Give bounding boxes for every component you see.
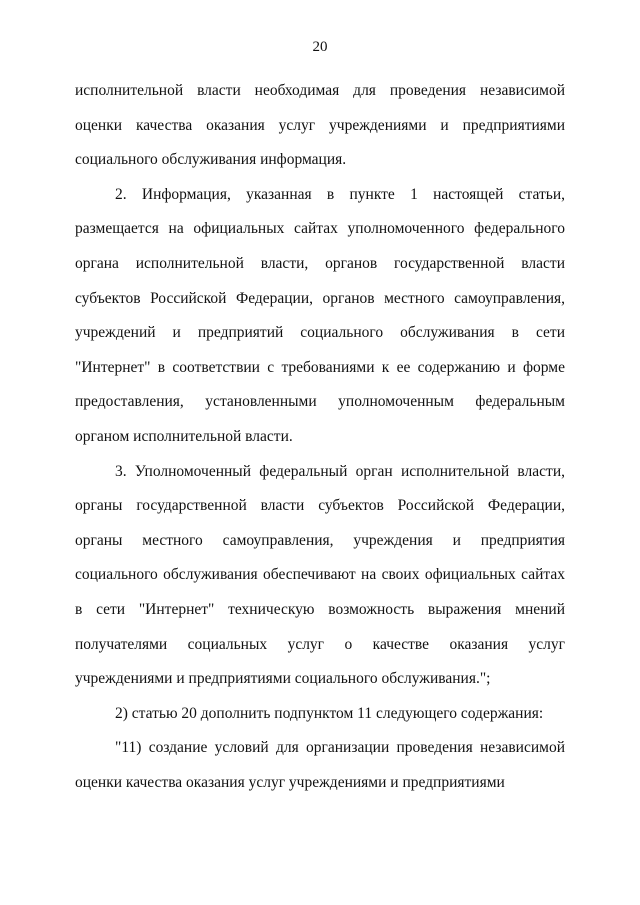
paragraph-item-2: 2. Информация, указанная в пункте 1 настоящей статьи, размещается на официальных сайтах уполномоченного федерального органа исполнительной власти, органов государственной власти субъектов Российской Федерации, органов местного самоуправления, учреждений и предприятий социального обслуживания в сети "Интернет" в соответствии с требованиями к ее содержанию и форме предоставления, установленными уполномоченным федеральным органом исполнительной власти. [75, 185, 565, 445]
paragraph-item-3: 3. Уполномоченный федеральный орган исполнительной власти, органы государственной власти субъектов Российской Федерации, органы местного самоуправления, учреждения и предприятия социального обслуживания обеспечивают на своих официальных сайтах в сети "Интернет" техническую возможность выражения мнений получателями социальных услуг о качестве оказания услуг учреждениями и предприятиями социального обслуживания."; [75, 462, 565, 688]
document-body [75, 74, 565, 800]
paragraph-amendment-article-20: 2) статью 20 дополнить подпунктом 11 следующего содержания: [115, 704, 544, 722]
paragraph-subitem-11: "11) создание условий для организации проведения независимой оценки качества оказания услуг учреждениями и предприятиями [75, 739, 565, 791]
paragraph-continuation: исполнительной власти необходимая для проведения независимой оценки качества оказания услуг учреждениями и предприятиями социального обслуживания информация. [75, 82, 565, 169]
page-number: 20 [312, 39, 328, 55]
